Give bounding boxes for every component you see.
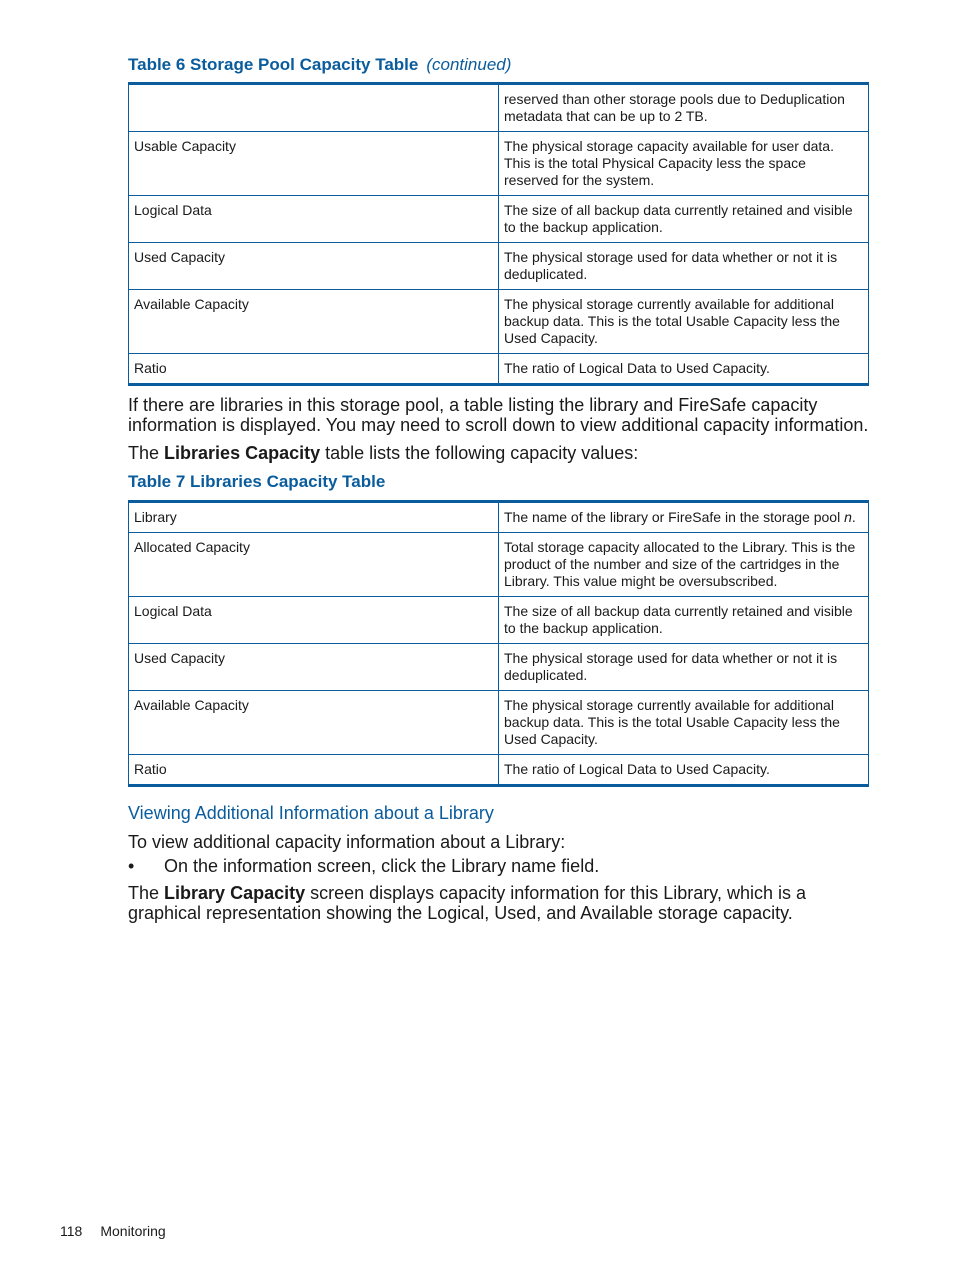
table-cell-desc: The physical storage used for data whether or not it is deduplicated.	[499, 644, 869, 691]
table-cell-term: Allocated Capacity	[129, 533, 499, 597]
table-row	[129, 597, 869, 644]
table-row	[129, 354, 869, 385]
libraries-intro-paragraph: If there are libraries in this storage pool, a table listing the library and FireSafe capacity information is displayed. You may need to scroll down to view additional capacity information.	[128, 395, 869, 435]
table-cell-desc: The size of all backup data currently retained and visible to the backup application.	[499, 196, 869, 243]
bullet-marker: •	[128, 856, 135, 876]
view-info-paragraph: To view additional capacity information about a Library:	[128, 832, 566, 852]
table-cell-desc: The physical storage capacity available for user data. This is the total Physical Capacity less the space reserved for the system.	[499, 132, 869, 196]
table7-caption: Table 7 Libraries Capacity Table	[128, 472, 386, 491]
table-row	[129, 644, 869, 691]
table-cell-term: Logical Data	[129, 597, 499, 644]
table-row	[129, 502, 869, 533]
table6-caption-label: Table 6 Storage Pool Capacity Table	[128, 55, 419, 74]
table-row	[129, 691, 869, 755]
table-cell-term: Usable Capacity	[129, 132, 499, 196]
library-desc-main: The name of the library or FireSafe in the storage pool	[504, 509, 841, 525]
para2-bold: Libraries Capacity	[164, 443, 321, 463]
table-row	[129, 533, 869, 597]
para2-prefix: The	[128, 443, 160, 463]
table6-caption	[128, 55, 511, 75]
table-cell-desc	[499, 502, 869, 533]
page-footer	[60, 1223, 166, 1239]
para4-suffix: screen displays capacity information for this Library, which is a graphical representation showing the Logical, Used, and Available storage capacity.	[128, 883, 806, 923]
bullet-text: On the information screen, click the Library name field.	[164, 856, 600, 876]
table-cell-term: Used Capacity	[129, 644, 499, 691]
storage-pool-capacity-table	[128, 82, 869, 386]
library-desc-end: .	[851, 509, 856, 525]
table-cell-term: Logical Data	[129, 196, 499, 243]
table-cell-desc: reserved than other storage pools due to Deduplication metadata that can be up to 2 TB.	[499, 84, 869, 132]
table-row	[129, 196, 869, 243]
table-cell-desc: Total storage capacity allocated to the Library. This is the product of the number and size of the cartridges in the Library. This value might be oversubscribed.	[499, 533, 869, 597]
libraries-capacity-paragraph	[128, 443, 873, 463]
library-desc-italic: n	[844, 509, 852, 525]
para4-bold: Library Capacity	[164, 883, 306, 903]
table-row	[129, 755, 869, 786]
table-cell-term: Available Capacity	[129, 691, 499, 755]
table-row	[129, 243, 869, 290]
libraries-capacity-table	[128, 500, 869, 787]
table-cell-term: Library	[129, 502, 499, 533]
table-row	[129, 290, 869, 354]
table-cell-desc: The physical storage currently available for additional backup data. This is the total Usable Capacity less the Used Capacity.	[499, 290, 869, 354]
table-cell-term	[129, 84, 499, 132]
list-item	[128, 856, 873, 876]
table-cell-term: Available Capacity	[129, 290, 499, 354]
table-cell-desc: The physical storage currently available for additional backup data. This is the total Usable Capacity less the Used Capacity.	[499, 691, 869, 755]
footer-section: Monitoring	[100, 1223, 166, 1239]
table-row	[129, 132, 869, 196]
table-cell-desc: The physical storage used for data whether or not it is deduplicated.	[499, 243, 869, 290]
section-heading: Viewing Additional Information about a Library	[128, 803, 494, 823]
table-cell-term: Used Capacity	[129, 243, 499, 290]
table6-caption-continued: (continued)	[426, 55, 512, 74]
table-cell-desc: The size of all backup data currently retained and visible to the backup application.	[499, 597, 869, 644]
para2-suffix: table lists the following capacity values:	[325, 443, 639, 463]
para4-prefix: The	[128, 883, 160, 903]
table-cell-desc: The ratio of Logical Data to Used Capacity.	[499, 755, 869, 786]
table-row	[129, 84, 869, 132]
table-cell-desc: The ratio of Logical Data to Used Capacity.	[499, 354, 869, 385]
table-cell-term: Ratio	[129, 755, 499, 786]
page-number: 118	[60, 1223, 83, 1239]
library-capacity-paragraph	[128, 883, 873, 923]
table-cell-term: Ratio	[129, 354, 499, 385]
